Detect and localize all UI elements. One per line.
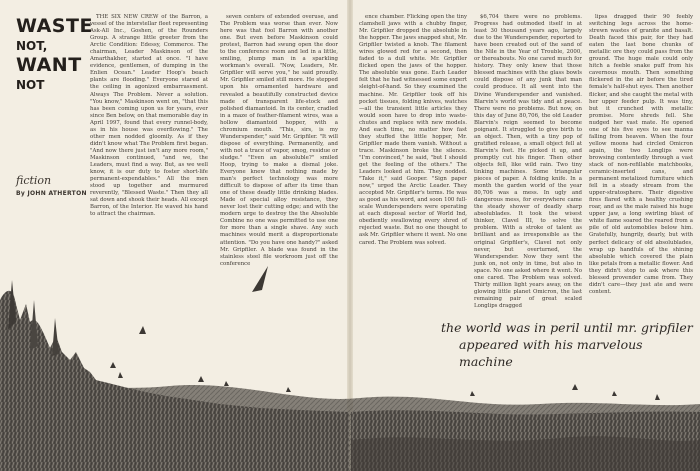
title-line-3: WANT bbox=[16, 54, 82, 76]
falling-debris bbox=[110, 266, 291, 392]
column-text: seven centers of extended overuse, and The Problem was worse than ever. Now here was that fool Barron with another one. But even before Maskinson could protest, Barron had swung open the door to the conference room and led in a little, smiling, plump man in a sparkling workman's overall. "Now, Leaders, Mr. Gripfiler will serve you," he said proudly. Mr. Gripfiler smiled still more. He stepped upon his ornamented hardware and revealed a beautifully constructed device made of transparent life-stock and polished diamantoid. In its center, cradled in a maze of feather-filament wires, was a hollow diamantoid hopper, with a chromium mouth. "This, sirs, is my Wunderspender," said Mr. Gripfiler. "It will dispose of everything. Permanently, and with not a trace of vapor, smog, residue or sludge." "Even an absoluble?" smiled Hoop, trying to make a dismal joke. Everyone knew that nothing made by man's perfect technology was more difficult to dispose of after its time than one of these deadly little drinking blades. Made of special alloy resistance, they never lost their cutting edge; and with the modern urge to destroy the the Absoluble Combine no one was permitted to use one for more than a single shave. Any such machines would merit a disproportionate attention. "Do you have one handy?" asked Mr. Gripfiler. A blade was found in the stainless steel file workroom just off the conference bbox=[220, 14, 338, 267]
column-text: lipss dragged their 90 feebly switching legs across the home-strewn wastes of granite and basalt. Death faced this pair, for they had eaten the last bone chunks of metallic ore they could pass from the ground. The huge male could only hitch a feeble snake puff from his cavernous mouth. Then something flickered in the air before the tired female's half-shut eyes. Then another flicker, and she caught the metal with her upper feeder pulp. It was tiny, but it crunched with metallic promise. More shreds fell. She nudged her vast mate. He opened one of his five eyes to see manna falling from heaven. When the four yellow moons had circled Omicron again, the two Longlips were browsing contentedly through a vast stack of non-refillable matchbooks, ceramic-inserted cans, and permanent metalized furniture which fell in a steady stream from the upper-stratosphere. Their digestive fires flared with a healthy crushing roar, and as the male raised his huge upper jaw, a long swirling blast of white flame soared the reared from a pile of old automobiles below him. Gratefully, hungrily, dearly, but with perfect delicacy of old absolublades, wrap up handfuls of the shining absoluble which covered the plain like petals from a metallic flower. And they didn't stop to ask where this blessed provender came from. They didn't care—they just ate and were content. bbox=[589, 14, 693, 295]
ground-texture bbox=[351, 436, 700, 471]
title-line-2: NOT, bbox=[16, 39, 48, 53]
rock-spire bbox=[52, 318, 59, 356]
caption-line-2: appeared with his marvelous machine bbox=[459, 336, 643, 369]
column-text: THE SIX NEW CREW of the Barron, a vessel of the interstellar fleet representing Ask-All Inc., Goshen, of the Rounders Group. A strange little greeter from the Arctic Condition: Edessy, Commerce. The chairman, Leader Maskinson of the Amarthakher, started at once. "I have evidence, gentlemen, of dumping in the Enlien Ocean." Leader Hoop's beach plants are flooding." Everyone stared at the ceiling in agonized embarrassment. Always The Problem. Never a solution. "You know," Maskinson went on, "that this has been coming upon us for years, ever since Ben below, on that memorable day in April 1997, found that every runnel-body, as in his house was overflowing." The other men nodded gloomily. As if they didn't know what The Problem first began. "And now there just isn't any more room," Maskinson continued, "and we, the Leaders, must find a way. But, as we well know, it is our duty to foster short-life permanent-expendables." All the men stood up together and murmured reverently, "Blessed Waste." Then they all sat down and shook their heads. All except Barron, of the Interior. He waved his hand to attract the chairman. bbox=[90, 14, 208, 218]
column-text: $6,704 there were no problems. Progress had outmoded itself in at least 30 thousand years ago, largely due to the Wunderspender, reported to have been created out of the sand of the Nile in the Year of Trouble, 2000, or thereabouts. No one cared much for history. They only knew that those blessed machines with the glass bowls could dispose of any junk that man could produce. It all went into the Divine Wunderspender and vanished. Blarvin's world was tidy and at peace. There were no problems. But now, on this day of June 80,706, the old Leader Blarvin's reign seemed to become poignant. It struggled to give birth to an object. Then, with a tiny pop of gratified release, a small object fell at Blarvin's feet. He picked it up, and promptly cut his finger. Then other objects fell, like wild rain. Two tiny tinking machines. Some triangular pieces of paper. A folding knife. In a month the garden world of the year 80,706 was a mess. In ugly and dangerous mess, for everywhere came the steady shower of deadly sharp absolublades. It took the wisest thinker, Clavel III, to solve the problem. With a stroke of talent as brilliant and as irresponsible as the original Gripfiler's, Clavel not only never, but overturned, the Wunderspender. Now they sent the junk on, not only in time, but also in space. No one asked where it went. No one cared. The Problem was solved. Thirty million light years away, on the glowing little planet Omicron, the last remaining pair of great scaled Longlips dragged bbox=[474, 14, 582, 309]
body-column-right-2 bbox=[474, 14, 582, 309]
column-text: ence chamber. Flicking open the tiny clamshell jaws with a chubby finger, Mr. Gripfiler dropped the absoluble in the hopper. The jaws snapped shut, Mr. Gripfiler twisted a knob. The filament wires glowed red for a second, then faded to a dull white. Mr. Gripfiler flicked open the jaws of the hopper. The absoluble was gone. Each Leader felt that he had witnessed some expert sleight-of-hand. So they examined the machine. Mr. Gripfiler took off his pocket tissues, folding knives, watches—all the transient little articles they would soon have to drop into waste-chutes and replace with new models. And each time, no matter how fast they stuffed the little hopper, Mr. Gripfiler made them vanish. Without a trace. Maskinson broke the silence. "I'm convinced," he said, "but I should get the feeling of the others." The Leaders looked at him. They nodded. "Take it," said Gooper. "Sign paper now," urged the Arctic Leader. They accepted Mr. Gripfiler's terms. He was as good as his word, and soon 100 full-scale Wunderspenders were operating at each disposal sector of World Ind, obediently swallowing every shred of rejected waste. But no one thought to ask Mr. Gripfiler where it went. No one cared. The Problem was solved. bbox=[359, 14, 467, 246]
body-column-right-1 bbox=[359, 14, 467, 246]
illustration-caption bbox=[441, 320, 700, 371]
body-column-right-3 bbox=[589, 14, 693, 304]
body-column-left-1 bbox=[90, 14, 208, 272]
genre-label: fiction bbox=[16, 174, 52, 187]
story-title bbox=[16, 15, 93, 92]
rock-formation bbox=[0, 291, 349, 471]
falling-debris bbox=[470, 384, 660, 400]
caption-line-1: the world was in peril until mr. gripfiler bbox=[441, 320, 693, 335]
author-byline: By JOHN ATHERTON bbox=[16, 190, 87, 197]
title-line-4: NOT bbox=[16, 78, 45, 92]
body-column-left-2 bbox=[220, 14, 338, 272]
title-line-1: WASTE bbox=[16, 15, 93, 37]
